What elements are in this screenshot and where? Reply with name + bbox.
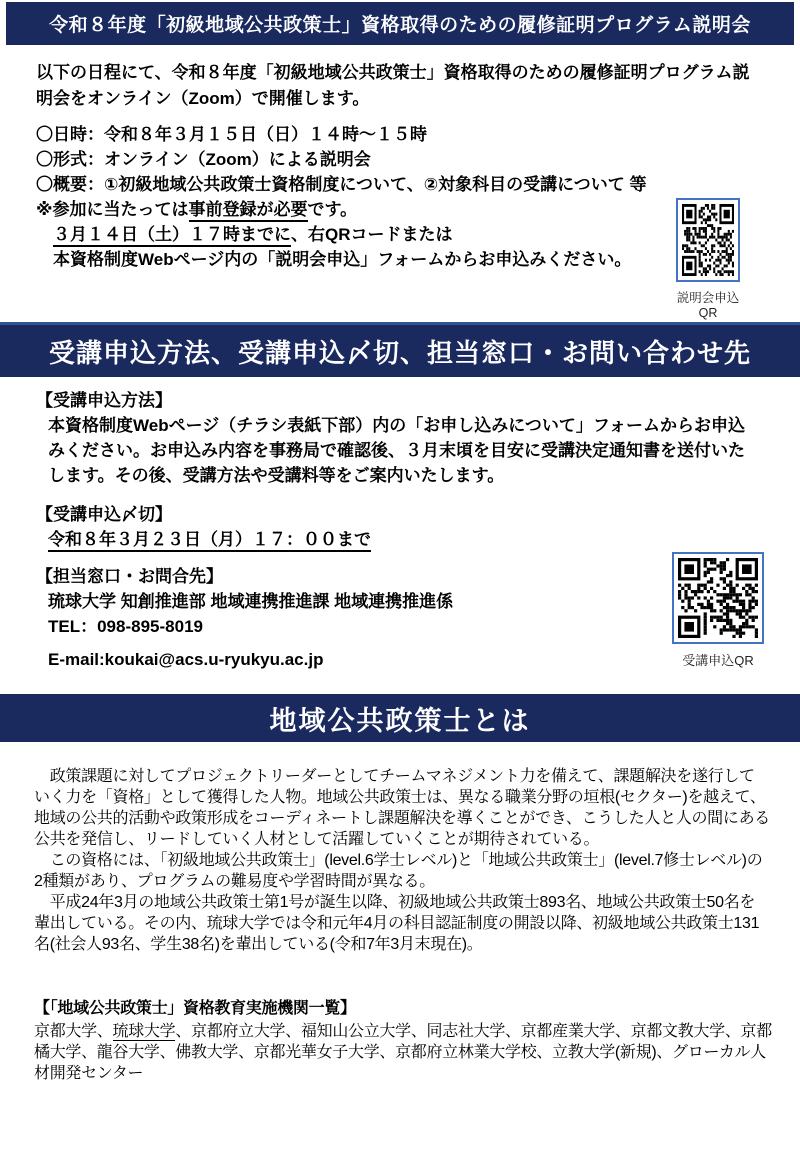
about-text — [34, 766, 770, 955]
contact-block — [36, 564, 760, 672]
about-section-title: 地域公共政策士とは — [269, 705, 531, 736]
seminar-qr-frame — [676, 198, 740, 282]
seminar-qr-block — [676, 198, 740, 320]
apply-section-body — [36, 388, 760, 672]
registration-deadline-line: ３月１４日（土）１７時までに、右QRコードまたは — [36, 222, 676, 247]
method-heading: 【受講申込方法】 — [36, 391, 172, 410]
registration-deadline-underline: ３月１４日（土）１７時までに — [53, 225, 291, 247]
method-body: 本資格制度Webページ（チラシ表紙下部）内の「お申し込みについて」フォームからお申込みください。お申込み内容を事務局で確認後、３月末頃を目安に受講決定通知書を送付いたします。その後、受講方法や受講料等をご案内いたします。 — [48, 416, 746, 485]
apply-form-line: 本資格制度Webページ内の「説明会申込」フォームからお申込みください。 — [53, 250, 632, 269]
about-paragraph-3: 平成24年3月の地域公共政策士第1号が誕生以降、初級地域公共政策士893名、地域公共政策士50名を輩出している。その内、琉球大学では令和元年4月の科目認証制度の開設以降、初級地域公共政策士131名(社会人93名、学生38名)を輩出している(令和7年3月末現在)。 — [34, 894, 760, 953]
seminar-qr-code-icon — [682, 204, 734, 276]
page-title-banner — [6, 2, 794, 45]
about-paragraph-2: この資格には、「初級地域公共政策士」(level.6学士レベル)と「地域公共政策士」(level.7修士レベル)の2種類があり、プログラムの難易度や学習時間が異なる。 — [34, 852, 763, 890]
ryukyu-univ-underline: 琉球大学 — [112, 1023, 176, 1040]
about-section-banner — [0, 694, 800, 742]
seminar-qr-caption: 説明会申込QR — [676, 291, 740, 320]
event-format: 〇形式：オンライン（Zoom）による説明会 — [36, 150, 371, 169]
institutions-heading: 【「地域公共政策士」資格教育実施機関一覧】 — [34, 1000, 356, 1017]
institutions-section — [34, 998, 776, 1084]
institutions-list: 京都大学、琉球大学、京都府立大学、福知山公立大学、同志社大学、京都産業大学、京都文教大学、京都橘大学、龍谷大学、佛教大学、京都光華女子大学、京都府立林業大学校、立教大学(新規)、グローカル人材開発センター — [34, 1023, 772, 1082]
event-overview: 〇概要：①初級地域公共政策士資格制度について、②対象科目の受講について 等 — [36, 175, 647, 194]
enroll-qr-frame — [672, 552, 764, 644]
contact-org: 琉球大学 知創推進部 地域連携推進課 地域連携推進係 — [48, 592, 454, 611]
intro-paragraph: 以下の日程にて、令和８年度「初級地域公共政策士」資格取得のための履修証明プログラム説明会をオンライン（Zoom）で開催します。 — [36, 63, 750, 108]
deadline-heading: 【受講申込〆切】 — [36, 505, 172, 524]
contact-tel: TEL：098-895-8019 — [48, 617, 203, 636]
about-paragraph-1: 政策課題に対してプロジェクトリーダーとしてチームマネジメント力を備えて、課題解決を遂行していく力を「資格」として獲得した人物。地域公共政策士は、異なる職業分野の垣根(セクター)を越えて、地域の公共的活動や政策形成をコーディネートし課題解決を導くことができ、こうした人と人の間にある公共を発信し、リードしていく人材として活躍していくことが期待されている。 — [34, 768, 770, 848]
registration-required-underline: 事前登録が必要 — [189, 200, 308, 222]
enroll-qr-caption: 受講申込QR — [682, 653, 754, 668]
deadline-value-line — [36, 527, 748, 552]
contact-email: E-mail:koukai@acs.u-ryukyu.ac.jp — [48, 650, 324, 669]
enroll-qr-code-icon — [678, 558, 758, 638]
deadline-value-underline: 令和８年３月２３日（月）１７：００まで — [48, 530, 371, 552]
event-details-list — [36, 122, 676, 272]
contact-heading: 【担当窓口・お問合先】 — [36, 567, 223, 586]
enroll-qr-block — [672, 552, 764, 669]
event-registration-note: ※参加に当たっては事前登録が必要です。 — [36, 197, 676, 222]
apply-section-title: 受講申込方法、受講申込〆切、担当窓口・お問い合わせ先 — [48, 337, 751, 368]
event-datetime: 〇日時：令和８年３月１５日（日）１４時～１５時 — [36, 125, 427, 144]
page-title: 令和８年度「初級地域公共政策士」資格取得のための履修証明プログラム説明会 — [49, 15, 751, 36]
apply-section-banner — [0, 322, 800, 377]
